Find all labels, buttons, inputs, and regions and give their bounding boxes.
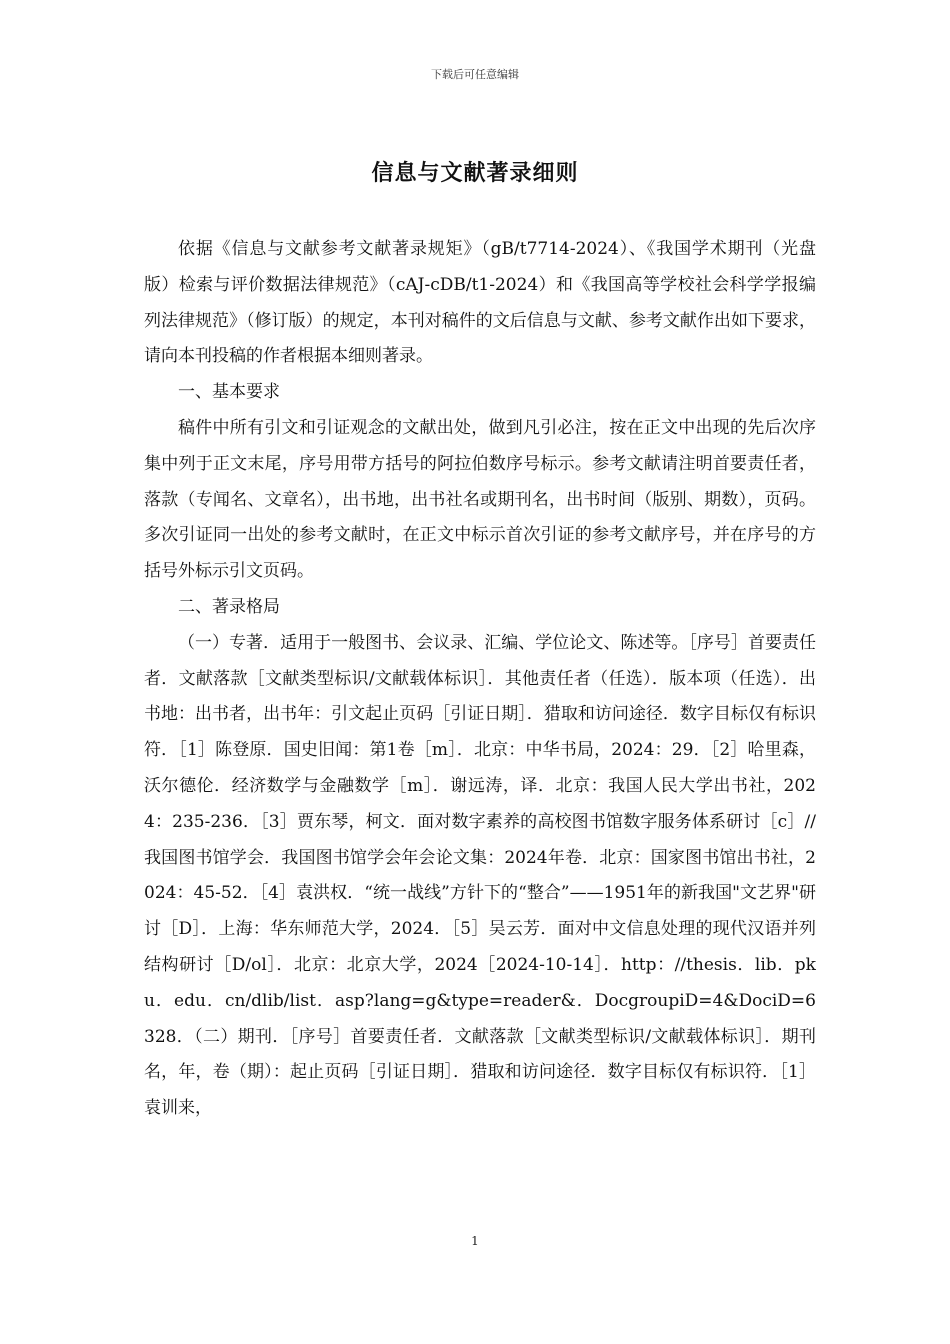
- citation-format-paragraph: （一）专著．适用于一般图书、会议录、汇编、学位论文、陈述等。［序号］首要责任者．文献落款［文献类型标识/文献载体标识］．其他责任者（任选）．版本项（任选）．出书地：出书者，出书年：引文起止页码［引证日期］．猎取和访问途径．数字目标仅有标识符．［1］陈登原．国史旧闻：第1卷［m］．北京：中华书局，2024：29．［2］哈里森，沃尔德伦．经济数学与金融数学［m］．谢远涛，译．北京：我国人民大学出书社，2024：235-236．［3］贾东琴，柯文．面对数字素养的高校图书馆数字服务体系研讨［c］//我国图书馆学会．我国图书馆学会年会论文集：2024年卷．北京：国家图书馆出书社，2024：45-52．［4］袁洪权．“统一战线”方针下的“整合”——1951年的新我国"文艺界"研讨［D］．上海：华东师范大学，2024．［5］吴云芳．面对中文信息处理的现代汉语并列结构研讨［D/ol］．北京：北京大学，2024［2024-10-14］．http：//thesis．lib．pku．edu．cn/dlib/list．asp?lang=g&type=reader&．DocgroupiD=4&DociD=6328．（二）期刊．［序号］首要责任者．文献落款［文献类型标识/文献载体标识］．期刊名，年，卷（期）：起止页码［引证日期］．猎取和访问途径．数字目标仅有标识符．［1］袁训来，: [144, 632, 816, 1119]
- document-body: [144, 232, 816, 1127]
- section-heading-basic-requirements: 一、基本要求: [178, 382, 280, 403]
- section-heading-citation-format: 二、著录格局: [178, 596, 280, 617]
- document-title: 信息与文献著录细则: [371, 161, 579, 186]
- page-header: 下载后可任意编辑: [431, 68, 519, 81]
- intro-paragraph: 依据《信息与文献参考文献著录规矩》（gB/t7714-2024）、《我国学术期刊（光盘版）检索与评价数据法律规范》（cAJ-cDB/t1-2024）和《我国高等学校社会科学学报编列法律规范》（修订版）的规定，本刊对稿件的文后信息与文献、参考文献作出如下要求，请向本刊投稿的作者根据本细则著录。: [144, 239, 816, 367]
- basic-requirements-paragraph: 稿件中所有引文和引证观念的文献出处，做到凡引必注，按在正文中出现的先后次序集中列于正文末尾，序号用带方括号的阿拉伯数序号标示。参考文献请注明首要责任者，落款（专闻名、文章名），出书地，出书社名或期刊名，出书时间（版别、期数），页码。多次引证同一出处的参考文献时，在正文中标示首次引证的参考文献序号，并在序号的方括号外标示引文页码。: [144, 417, 816, 582]
- page-number: 1: [471, 1234, 479, 1248]
